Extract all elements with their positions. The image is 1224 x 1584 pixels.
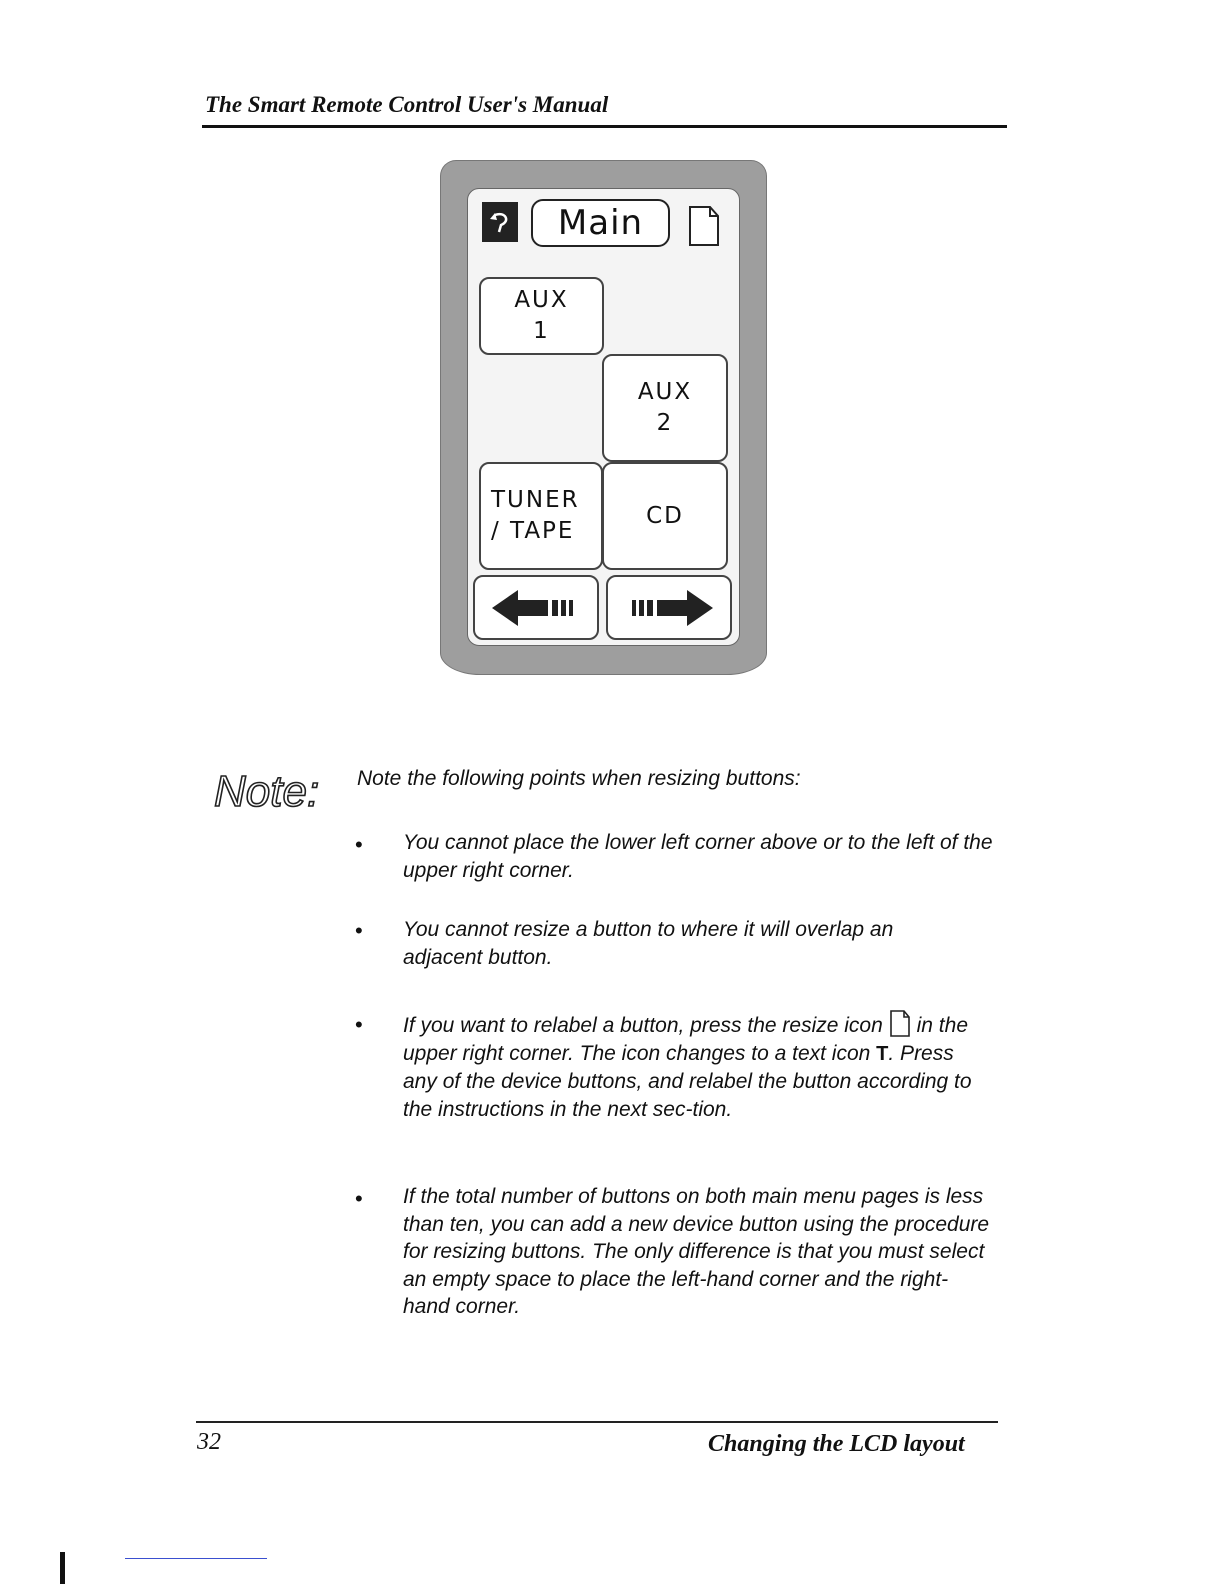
bullet-3-text-a: If you want to relabel a button, press the resize icon — [403, 1014, 883, 1037]
note-bullet-2: You cannot resize a button to where it will overlap an adjacent button. — [403, 918, 894, 969]
header-rule — [202, 125, 1007, 128]
footer-section-title: Changing the LCD layout — [708, 1431, 965, 1457]
page-number: 32 — [197, 1429, 221, 1455]
aux1-button[interactable]: AUX 1 — [479, 277, 604, 355]
note-logo-text: Note: — [214, 767, 320, 816]
bullet-marker: • — [355, 1012, 363, 1037]
note-bullet-3 — [403, 1008, 988, 1123]
tuner-tape-button[interactable]: TUNER / TAPE — [479, 462, 603, 570]
scan-edge-line — [125, 1558, 267, 1559]
note-logo — [212, 758, 337, 820]
back-arrow-glyph — [487, 209, 513, 235]
screen-title: Main — [531, 199, 670, 247]
note-bullet-4: If the total number of buttons on both main menu pages is less than ten, you can add a new device button using the procedure for resizing buttons. The only difference is that you must select an empty space to place the left-hand corner and the right-hand corner. — [403, 1185, 990, 1318]
aux2-button[interactable]: AUX 2 — [602, 354, 728, 462]
bullet-3-text-c: . Press any of the device buttons, and relabel the button according to the instructions in the next sec-tion. — [403, 1041, 972, 1121]
running-header-title: The Smart Remote Control User's Manual — [205, 92, 609, 117]
bullet-marker: • — [355, 918, 363, 943]
scan-edge-mark — [60, 1552, 65, 1584]
left-arrow-icon — [490, 586, 582, 630]
bullet-marker: • — [355, 1186, 363, 1211]
previous-page-button[interactable] — [473, 575, 599, 640]
note-bullet-1: You cannot place the lower left corner above or to the left of the upper right corner. — [403, 831, 993, 882]
cd-button[interactable]: CD — [602, 462, 728, 570]
text-icon: T — [876, 1042, 889, 1065]
bullet-marker: • — [355, 832, 363, 857]
note-intro: Note the following points when resizing buttons: — [357, 767, 801, 790]
right-arrow-icon — [623, 586, 715, 630]
resize-icon — [889, 1008, 911, 1038]
back-arrow-icon[interactable] — [482, 202, 518, 242]
bullet-3-text-b: in the upper right corner. The icon changes to a text icon — [403, 1014, 968, 1065]
next-page-button[interactable] — [606, 575, 732, 640]
resize-icon[interactable] — [688, 203, 720, 247]
footer-rule — [196, 1421, 998, 1423]
